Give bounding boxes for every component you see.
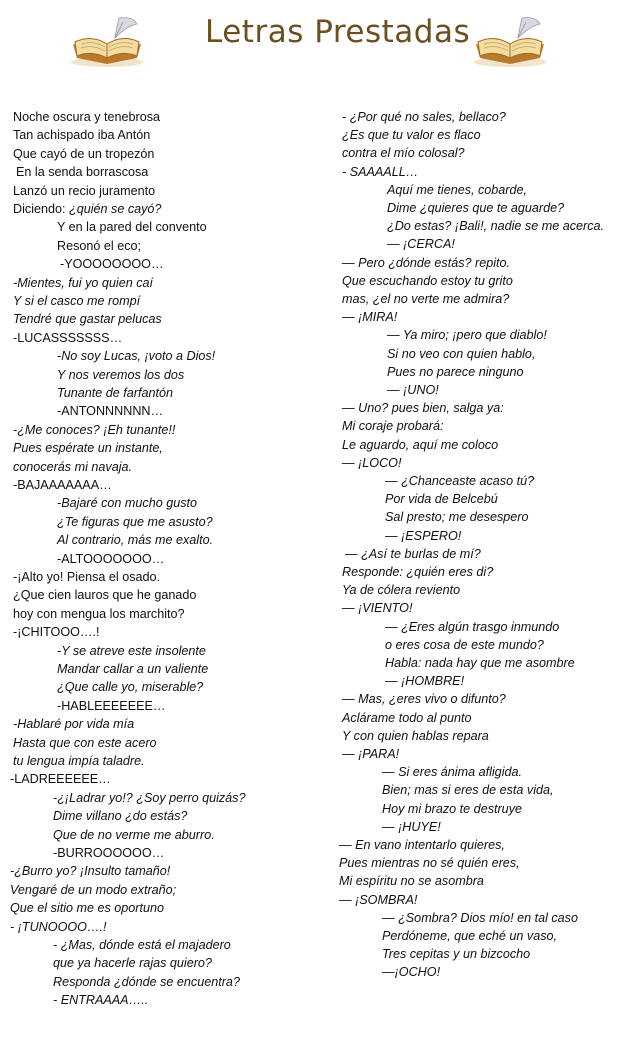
- poem-line: [13, 586, 196, 604]
- poem-line: [342, 254, 510, 272]
- poem-line: [10, 770, 111, 788]
- poem-line: [13, 623, 100, 641]
- poem-line: [57, 402, 163, 420]
- poem-line: [13, 200, 161, 218]
- poem-line: [382, 781, 554, 799]
- poem-line: [342, 436, 498, 454]
- poem-line: [53, 826, 215, 844]
- poem-line-text: o eres cosa de este mundo?: [385, 637, 544, 652]
- poem-line: [10, 881, 176, 899]
- poem-line-text: hoy con mengua los marchito?: [13, 606, 185, 621]
- poem-line: [342, 163, 418, 181]
- poem-line-text: Dime villano ¿do estás?: [53, 809, 188, 824]
- poem-line-tail: ¿quién se cayó?: [69, 202, 162, 216]
- poem-line-text: Perdóneme, que eché un vaso,: [382, 929, 558, 943]
- poem-line: [382, 818, 441, 836]
- poem-line: [387, 235, 455, 253]
- poem-line-text: Ya de cólera reviento: [342, 583, 461, 598]
- poem-line: [382, 800, 522, 818]
- poem-line-text: — ¡SOMBRA!: [339, 892, 418, 907]
- poem-line: [339, 891, 417, 909]
- poem-line: [382, 945, 530, 963]
- poem-line-text: — ¿Chanceaste acaso tú?: [385, 474, 535, 488]
- poem-line-text: Y con quien hablas repara: [342, 728, 489, 743]
- poem-line: [53, 973, 240, 991]
- poem-line: [342, 745, 399, 763]
- poem-line: [53, 844, 164, 862]
- poem-line: [342, 727, 489, 745]
- poem-line: [342, 399, 504, 417]
- poem-line-text: - ENTRAAAA…..: [53, 993, 149, 1008]
- poem-line: [10, 918, 107, 936]
- poem-line: [342, 690, 506, 708]
- poem-line-text: - ¡TUNOOOO….!: [10, 919, 107, 934]
- poem-line: [13, 458, 132, 476]
- poem-line: [57, 218, 207, 236]
- poem-line-text: Y nos veremos los dos: [57, 367, 185, 382]
- poem-line-text: Y si el casco me rompí: [13, 294, 141, 308]
- poem-line: [385, 508, 529, 526]
- poem-line: [342, 144, 465, 162]
- poem-line: [342, 563, 493, 581]
- poem-line-text: — ¡HOMBRE!: [385, 674, 465, 689]
- open-book-quill-icon: [470, 14, 550, 70]
- poem-line: [13, 126, 150, 144]
- poem-line-text: — Uno? pues bien, salga ya:: [342, 401, 504, 416]
- page-header: [0, 0, 625, 80]
- poem-line: [13, 734, 157, 752]
- poem-line: [342, 290, 509, 308]
- poem-line: [339, 836, 505, 854]
- poem-line: [342, 272, 513, 290]
- poem-line-text: -BURROOOOOO…: [53, 846, 165, 860]
- poem-line: [385, 472, 534, 490]
- poem-line-text: Mandar callar a un valiente: [57, 662, 209, 676]
- poem-line: [57, 531, 213, 549]
- poem-line-text: En la senda borrascosa: [16, 165, 149, 180]
- poem-line: [13, 752, 145, 770]
- poem-line-text: ¿Que calle yo, miserable?: [57, 680, 204, 695]
- poem-line-text: Responde: ¿quién eres di?: [342, 565, 494, 579]
- poem-line: [57, 237, 141, 255]
- poem-line-text: -Y se atreve este insolente: [57, 643, 206, 658]
- poem-line: [385, 636, 544, 654]
- poem-line-text: -Hablaré por vida mía: [13, 717, 135, 732]
- poem-line: [13, 421, 175, 439]
- poem-line: [57, 550, 164, 568]
- poem-line-text: Que cayó de un tropezón: [13, 146, 155, 161]
- poem-line: [13, 292, 140, 310]
- poem-line: [387, 363, 524, 381]
- poem-line-text: Mi espíritu no se asombra: [339, 874, 484, 889]
- poem-line-text: -Bajaré con mucho gusto: [57, 496, 198, 511]
- poem-line: [345, 545, 481, 563]
- poem-line-text: Y en la pared del convento: [57, 220, 207, 235]
- poem-line-text: -ALTOOOOOOO…: [57, 551, 165, 566]
- poem-line-text: — ¡CERCA!: [387, 237, 455, 252]
- poem-line: [342, 581, 460, 599]
- poem-line: [342, 599, 412, 617]
- poem-line-text: Bien; mas si eres de esta vida,: [382, 783, 554, 798]
- poem-line-text: Dime ¿quieres que te aguarde?: [387, 201, 565, 215]
- poem-line-text: — ¡UNO!: [387, 383, 439, 397]
- poem-line: [339, 854, 520, 872]
- poem-line-text: — ¡MIRA!: [342, 310, 398, 325]
- poem-line-text: Hasta que con este acero: [13, 735, 157, 750]
- poem-line-text: — ¡VIENTO!: [342, 601, 413, 616]
- poem-line: [387, 199, 564, 217]
- poem-line: [382, 763, 522, 781]
- poem-line: [53, 954, 212, 972]
- poem-line-text: — ¡PARA!: [342, 747, 400, 761]
- poem-line: [387, 217, 604, 235]
- poem-line-text: Hoy mi brazo te destruye: [382, 801, 522, 816]
- poem-line-text: -¡Alto yo! Piensa el osado.: [13, 570, 161, 584]
- poem-line-text: mas, ¿el no verte me admira?: [342, 292, 510, 306]
- poem-line-text: -¿Me conoces? ¡Eh tunante!!: [13, 422, 176, 437]
- poem-line-text: Por vida de Belcebú: [385, 492, 498, 507]
- poem-line-text: ¿Es que tu valor es flaco: [342, 128, 481, 143]
- poem-line-text: Pues no parece ninguno: [387, 364, 524, 379]
- poem-line: [16, 163, 148, 181]
- poem-line-text: que ya hacerle rajas quiero?: [53, 956, 212, 971]
- poem-line-text: Responda ¿dónde se encuentra?: [53, 974, 240, 989]
- poem-line: [10, 899, 164, 917]
- poem-line-text: -YOOOOOOOO…: [60, 257, 164, 272]
- poem-line-text: — ¿Sombra? Dios mío! en tal caso: [382, 910, 578, 925]
- poem-line: [339, 872, 484, 890]
- poem-line-text: - SAAAALL…: [342, 164, 419, 179]
- poem-line-text: Que de no verme me aburro.: [53, 827, 215, 842]
- poem-line-text: Aquí me tienes, cobarde,: [387, 182, 528, 197]
- poem-line: [57, 697, 166, 715]
- poem-line-text: Si no veo con quien hablo,: [387, 346, 536, 361]
- poem-line-text: ¿Do estas? ¡Bali!, nadie se me acerca.: [387, 219, 604, 234]
- poem-line: [385, 618, 559, 636]
- poem-line: [57, 347, 215, 365]
- poem-line: [13, 568, 160, 586]
- poem-line-text: Tendré que gastar pelucas: [13, 312, 162, 327]
- poem-line-text: -BAJAAAAAAA…: [13, 478, 112, 492]
- poem-line-text: Resonó el eco;: [57, 238, 142, 253]
- poem-line-text: -LUCASSSSSSS…: [13, 330, 123, 345]
- poem-line: [385, 490, 498, 508]
- poem-line-text: - ¿Mas, dónde está el majadero: [53, 938, 231, 952]
- poem-line: [387, 381, 439, 399]
- poem-line: [57, 384, 173, 402]
- poem-line-text: — ¿Así te burlas de mí?: [345, 546, 481, 561]
- poem-line-text: — ¡LOCO!: [342, 455, 402, 470]
- poem-line: [13, 329, 122, 347]
- poem-line-text: Noche oscura y tenebrosa: [13, 110, 161, 124]
- poem-line-text: Le aguardo, aquí me coloco: [342, 437, 499, 452]
- poem-line-text: - ¿Por qué no sales, bellaco?: [342, 110, 506, 124]
- poem-line: [13, 182, 155, 200]
- poem-line-text: Diciendo:: [13, 202, 70, 216]
- poem-line: [57, 678, 203, 696]
- poem-line-text: -No soy Lucas, ¡voto a Dios!: [57, 349, 216, 364]
- poem-line: [342, 108, 506, 126]
- poem-line-text: Que el sitio me es oportuno: [10, 901, 165, 916]
- poem-line-text: Sal presto; me desespero: [385, 510, 529, 525]
- poem-line-text: conocerás mi navaja.: [13, 459, 133, 474]
- poem-line: [13, 476, 112, 494]
- poem-line: [57, 513, 213, 531]
- poem-line: [382, 963, 440, 981]
- poem-line: [57, 660, 208, 678]
- poem-line-text: Pues espérate un instante,: [13, 441, 163, 456]
- poem-line-text: tu lengua impía taladre.: [13, 754, 145, 768]
- poem-line-text: — Pero ¿dónde estás? repito.: [342, 255, 511, 270]
- poem-line: [53, 807, 187, 825]
- poem-line-text: -ANTONNNNNN…: [57, 404, 164, 419]
- poem-line-text: — ¿Eres algún trasgo inmundo: [385, 619, 560, 634]
- poem-line-text: ¿Que cien lauros que he ganado: [13, 588, 197, 603]
- poem-line: [53, 789, 246, 807]
- poem-line-text: —¡OCHO!: [382, 965, 441, 980]
- poem-line-text: -LADREEEEEE…: [10, 772, 111, 787]
- poem-line: [57, 366, 184, 384]
- poem-line: [53, 936, 231, 954]
- poem-line: [342, 709, 472, 727]
- poem-line: [10, 862, 170, 880]
- poem-line: [342, 417, 444, 435]
- poem-line: [13, 145, 154, 163]
- poem-line-text: Tres cepitas y un bizcocho: [382, 947, 531, 962]
- poem-line: [385, 654, 575, 672]
- poem-line-text: Lanzó un recio juramento: [13, 183, 156, 198]
- poem-line: [385, 527, 461, 545]
- poem-line: [13, 715, 134, 733]
- poem-line-text: Aclárame todo al punto: [342, 710, 472, 725]
- poem-line: [13, 439, 163, 457]
- poem-line-text: Vengaré de un modo extraño;: [10, 882, 177, 897]
- poem-line-text: -Mientes, fui yo quien caí: [13, 275, 154, 290]
- poem-line-text: Al contrario, más me exalto.: [57, 533, 214, 548]
- poem-line-text: Tunante de farfantón: [57, 386, 173, 400]
- poem-line-text: -¡CHITOOO….!: [13, 625, 100, 640]
- open-book-quill-icon: [67, 14, 147, 70]
- poem-line-text: Que escuchando estoy tu grito: [342, 273, 513, 288]
- poem-line-text: -¿Burro yo? ¡Insulto tamaño!: [10, 864, 171, 879]
- poem-line: [13, 274, 153, 292]
- poem-line: [385, 672, 464, 690]
- poem-line: [13, 108, 160, 126]
- poem-line: [387, 345, 535, 363]
- poem-line: [13, 310, 162, 328]
- poem-line-text: — Mas, ¿eres vivo o difunto?: [342, 692, 506, 707]
- poem-line-text: -¿¡Ladrar yo!? ¿Soy perro quizás?: [53, 790, 246, 805]
- poem-line-text: Tan achispado iba Antón: [13, 128, 151, 143]
- poem-line-text: — En vano intentarlo quieres,: [339, 838, 505, 852]
- poem-line: [387, 326, 547, 344]
- poem-line-text: — ¡HUYE!: [382, 819, 441, 834]
- poem-line: [57, 494, 197, 512]
- poem-line-text: Mi coraje probará:: [342, 419, 444, 434]
- poem-line: [382, 909, 578, 927]
- poem-line-text: ¿Te figuras que me asusto?: [57, 514, 213, 529]
- poem-line: [13, 605, 185, 623]
- poem-line: [60, 255, 164, 273]
- poem-line-text: Pues mientras no sé quién eres,: [339, 856, 520, 871]
- page-title: Letras Prestadas: [205, 14, 471, 50]
- poem-line: [342, 308, 397, 326]
- poem-line-text: — ¡ESPERO!: [385, 528, 462, 543]
- poem-line-text: — Si eres ánima afligida.: [382, 765, 522, 780]
- poem-line-text: -HABLEEEEEEE…: [57, 698, 166, 713]
- poem-line: [57, 642, 206, 660]
- poem-line-text: — Ya miro; ¡pero que diablo!: [387, 328, 547, 343]
- poem-line: [382, 927, 557, 945]
- poem-line: [53, 991, 148, 1009]
- poem-line: [342, 126, 481, 144]
- poem-line-text: contra el mío colosal?: [342, 146, 465, 161]
- poem-line: [342, 454, 401, 472]
- poem-line: [387, 181, 527, 199]
- poem-line-text: Habla: nada hay que me asombre: [385, 656, 575, 670]
